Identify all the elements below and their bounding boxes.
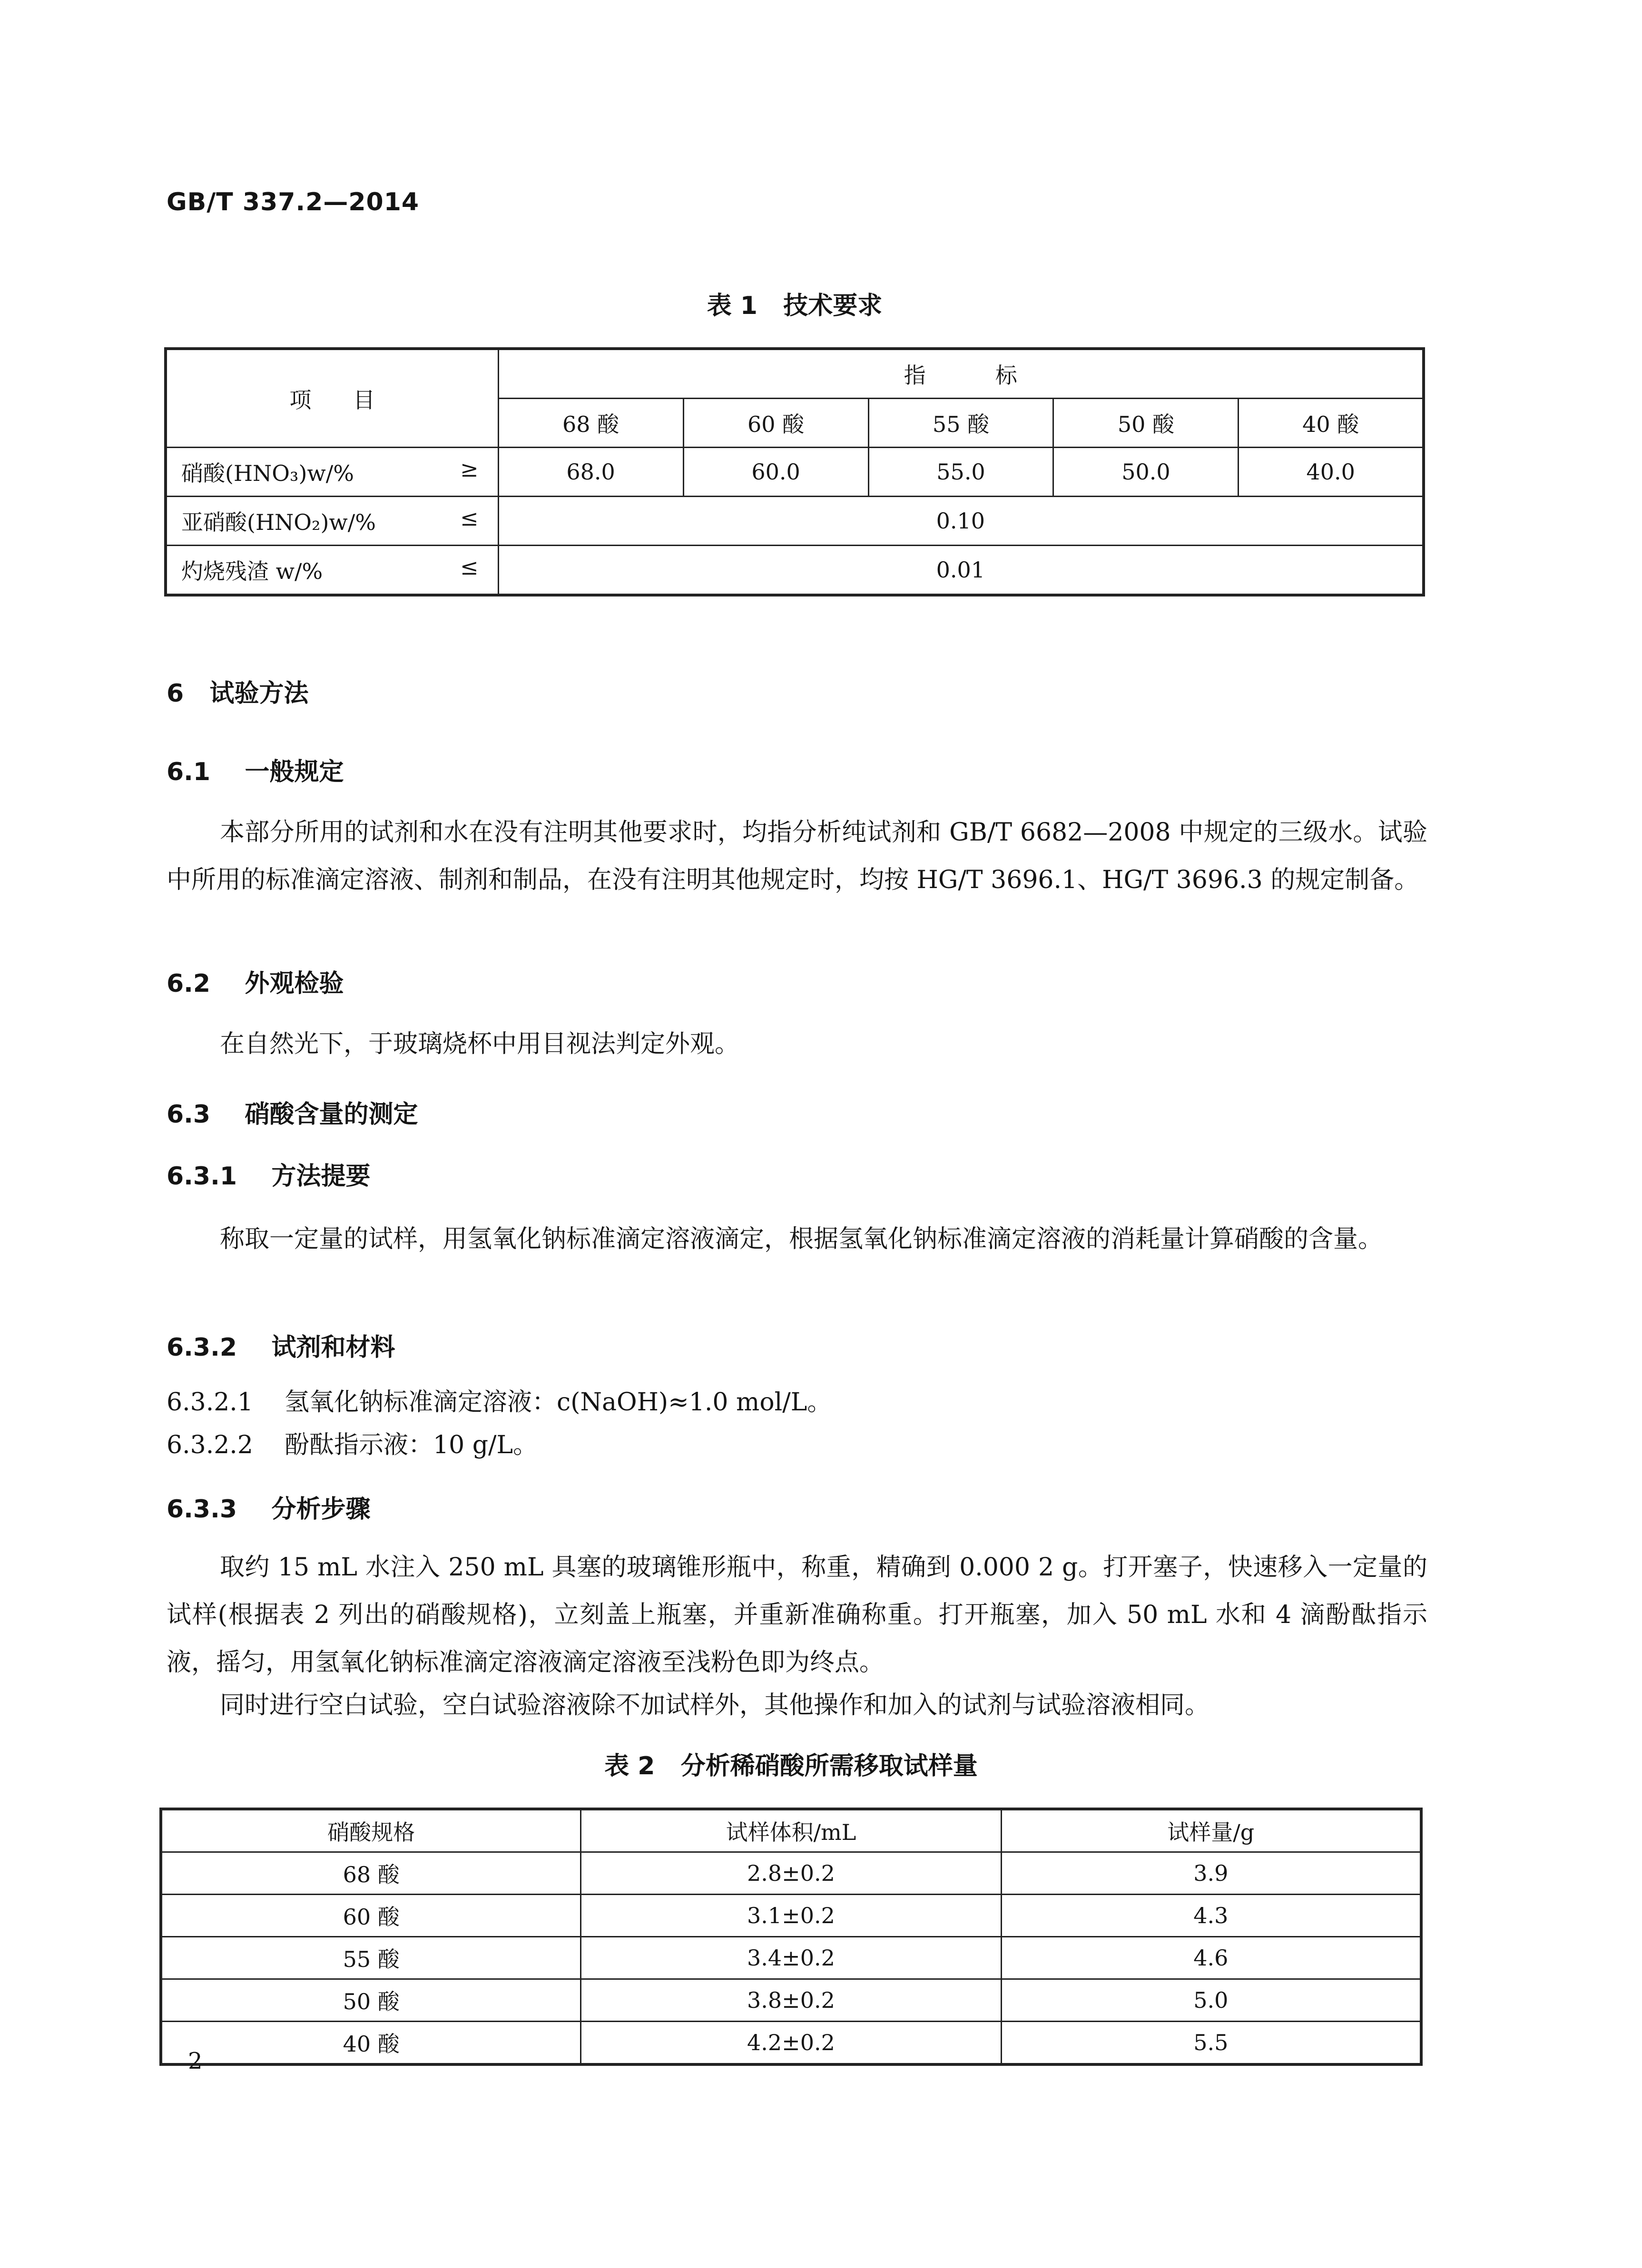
comparison-symbol: ≤ [460, 505, 479, 531]
table2-cell: 3.9 [1001, 1852, 1421, 1895]
table2-header-row [161, 1809, 1421, 1852]
table1-header-row [166, 349, 1424, 399]
table1-row-label [166, 448, 498, 497]
table2-cell: 4.3 [1001, 1895, 1421, 1937]
section-6-heading: 6 试验方法 [167, 679, 309, 708]
table2-cell: 40 酸 [161, 2022, 581, 2065]
section-6-3-2-heading: 6.3.2 试剂和材料 [167, 1333, 395, 1362]
table2-cell: 3.4±0.2 [581, 1937, 1001, 1979]
section-6-1-heading: 6.1 一般规定 [167, 758, 344, 786]
table2-row [161, 1852, 1421, 1895]
section-6-3-1-paragraph: 称取一定量的试样，用氢氧化钠标准滴定溶液滴定，根据氢氧化钠标准滴定溶液的消耗量计算硝酸的含量。 [220, 1225, 1383, 1253]
table2-row [161, 1895, 1421, 1937]
table2-caption: 表 2 分析稀硝酸所需移取试样量 [604, 1752, 978, 1780]
comparison-symbol: ≤ [460, 554, 479, 580]
table1-cell: 40.0 [1239, 448, 1424, 497]
page-number: 2 [188, 2048, 203, 2074]
item-name: 灼烧残渣 w/% [181, 558, 323, 584]
comparison-symbol: ≥ [460, 456, 479, 482]
table1 [164, 347, 1425, 596]
table1-caption: 表 1 技术要求 [707, 292, 883, 320]
table1-cell: 50.0 [1053, 448, 1239, 497]
item-name: 硝酸(HNO₃)w/% [181, 460, 354, 486]
table2-row [161, 1979, 1421, 2022]
table2-cell: 4.6 [1001, 1937, 1421, 1979]
table2-header-cell: 试样体积/mL [581, 1809, 1001, 1852]
section-6-2-paragraph: 在自然光下，于玻璃烧杯中用目视法判定外观。 [220, 1030, 740, 1058]
table1-index-header: 指 标 [498, 349, 1424, 399]
section-6-3-3-paragraph-2: 同时进行空白试验，空白试验溶液除不加试样外，其他操作和加入的试剂与试验溶液相同。 [220, 1691, 1210, 1720]
table1-cell: 0.01 [498, 546, 1424, 596]
table2-header-cell: 硝酸规格 [161, 1809, 581, 1852]
table2-row [161, 2022, 1421, 2065]
table2-cell: 3.1±0.2 [581, 1895, 1001, 1937]
table1-grade: 68 酸 [498, 399, 683, 448]
table1-row [166, 497, 1424, 546]
table1-grade: 50 酸 [1053, 399, 1239, 448]
table1-grade: 40 酸 [1239, 399, 1424, 448]
table2 [159, 1808, 1423, 2066]
section-6-3-2-1: 6.3.2.1 氢氧化钠标准滴定溶液：c(NaOH)≈1.0 mol/L。 [167, 1388, 832, 1417]
table2-cell: 60 酸 [161, 1895, 581, 1937]
table1-cell: 60.0 [683, 448, 868, 497]
section-6-3-1-heading: 6.3.1 方法提要 [167, 1162, 371, 1191]
table1-grade: 60 酸 [683, 399, 868, 448]
table2-header-cell: 试样量/g [1001, 1809, 1421, 1852]
table2-cell: 55 酸 [161, 1937, 581, 1979]
table1-grade: 55 酸 [868, 399, 1053, 448]
table1-row [166, 546, 1424, 596]
section-6-3-heading: 6.3 硝酸含量的测定 [167, 1100, 418, 1129]
table1-cell: 68.0 [498, 448, 683, 497]
table2-cell: 5.0 [1001, 1979, 1421, 2022]
table2-cell: 3.8±0.2 [581, 1979, 1001, 2022]
table1-row-label [166, 546, 498, 596]
section-6-3-3-heading: 6.3.3 分析步骤 [167, 1495, 371, 1524]
table1-item-header: 项 目 [166, 349, 498, 448]
section-6-3-2-2: 6.3.2.2 酚酞指示液：10 g/L。 [167, 1431, 538, 1459]
table2-cell: 4.2±0.2 [581, 2022, 1001, 2065]
table1-cell: 55.0 [868, 448, 1053, 497]
section-6-3-3-paragraph-1: 取约 15 mL 水注入 250 mL 具塞的玻璃锥形瓶中，称重，精确到 0.000 2 g。打开塞子，快速移入一定量的试样(根据表 2 列出的硝酸规格)，立刻盖上瓶塞，并重新准确称重。打开瓶塞，加入 50 mL 水和 4 滴酚酞指示液，摇匀，用氢氧化钠标准滴定溶液滴定溶液至浅粉色即为终点。 [167, 1553, 1427, 1677]
table2-row [161, 1937, 1421, 1979]
table1-cell: 0.10 [498, 497, 1424, 546]
table1-row [166, 448, 1424, 497]
standard-number: GB/T 337.2—2014 [167, 188, 420, 216]
table1-row-label [166, 497, 498, 546]
table2-cell: 2.8±0.2 [581, 1852, 1001, 1895]
section-6-2-heading: 6.2 外观检验 [167, 969, 344, 998]
item-name: 亚硝酸(HNO₂)w/% [181, 509, 376, 535]
table2-cell: 50 酸 [161, 1979, 581, 2022]
table2-cell: 5.5 [1001, 2022, 1421, 2065]
table2-cell: 68 酸 [161, 1852, 581, 1895]
section-6-1-paragraph: 本部分所用的试剂和水在没有注明其他要求时，均指分析纯试剂和 GB/T 6682—2008 中规定的三级水。试验中所用的标准滴定溶液、制剂和制品，在没有注明其他规定时，均按 HG/T 3696.1、HG/T 3696.3 的规定制备。 [167, 818, 1427, 894]
